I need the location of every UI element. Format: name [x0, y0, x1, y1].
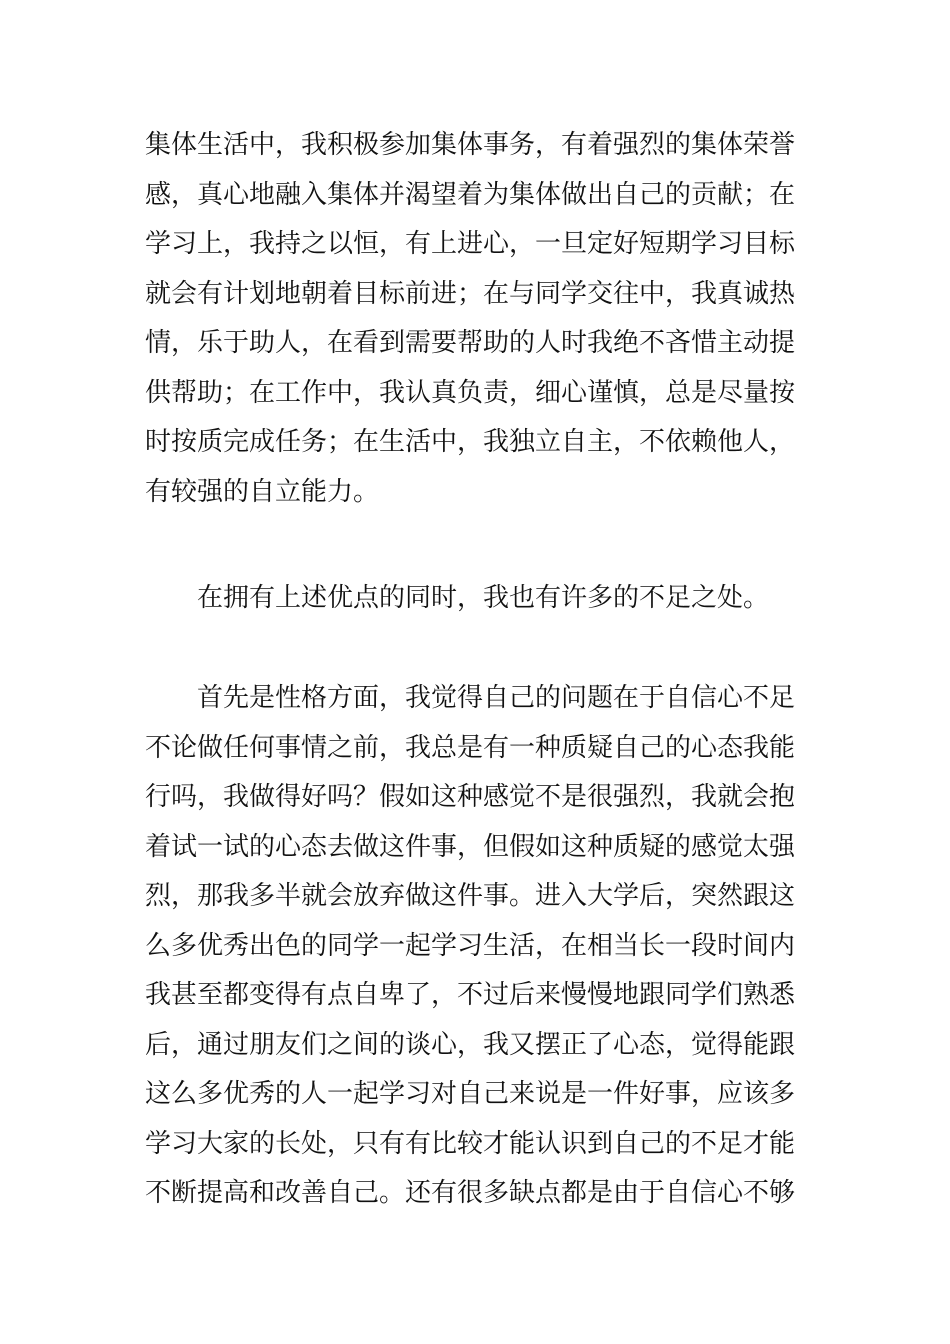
text-line: 有较强的自立能力。 [145, 476, 380, 507]
paragraph-weaknesses [145, 674, 825, 1219]
text-line: 不断提高和改善自己。还有很多缺点都是由于自信心不够 [145, 1178, 796, 1208]
text-line: 集体生活中，我积极参加集体事务，有着强烈的集体荣誉 [145, 130, 796, 160]
text-line: 感，真心地融入集体并渴望着为集体做出自己的贡献；在 [145, 179, 796, 210]
text-line: 后，通过朋友们之间的谈心，我又摆正了心态，觉得能跟 [145, 1029, 796, 1060]
text-line: 着试一试的心态去做这件事，但假如这种质疑的感觉太强 [145, 831, 796, 862]
text-line: 首先是性格方面，我觉得自己的问题在于自信心不足 [197, 683, 796, 713]
text-line: 学习大家的长处，只有有比较才能认识到自己的不足才能 [145, 1128, 796, 1159]
text-line: 就会有计划地朝着目标前进；在与同学交往中，我真诚热 [145, 278, 796, 309]
text-line: 情，乐于助人，在看到需要帮助的人时我绝不吝惜主动提 [145, 328, 796, 358]
text-line: 不论做任何事情之前，我总是有一种质疑自己的心态我能 [145, 732, 796, 763]
paragraph-strengths [145, 121, 825, 517]
text-line: 供帮助；在工作中，我认真负责，细心谨慎，总是尽量按 [145, 377, 796, 408]
text-line: 行吗，我做得好吗？假如这种感觉不是很强烈，我就会抱 [145, 782, 796, 812]
text-line: 学习上，我持之以恒，有上进心，一旦定好短期学习目标 [145, 229, 796, 259]
text-line: 我甚至都变得有点自卑了，不过后来慢慢地跟同学们熟悉 [145, 980, 796, 1010]
text-line: 么多优秀出色的同学一起学习生活，在相当长一段时间内 [145, 930, 796, 961]
paragraph-transition [145, 574, 825, 624]
text-line: 烈，那我多半就会放弃做这件事。进入大学后，突然跟这 [145, 881, 796, 911]
text-line: 在拥有上述优点的同时，我也有许多的不足之处。 [197, 583, 770, 613]
text-line: 时按质完成任务；在生活中，我独立自主，不依赖他人， [145, 427, 796, 457]
text-line: 这么多优秀的人一起学习对自己来说是一件好事，应该多 [145, 1079, 796, 1109]
